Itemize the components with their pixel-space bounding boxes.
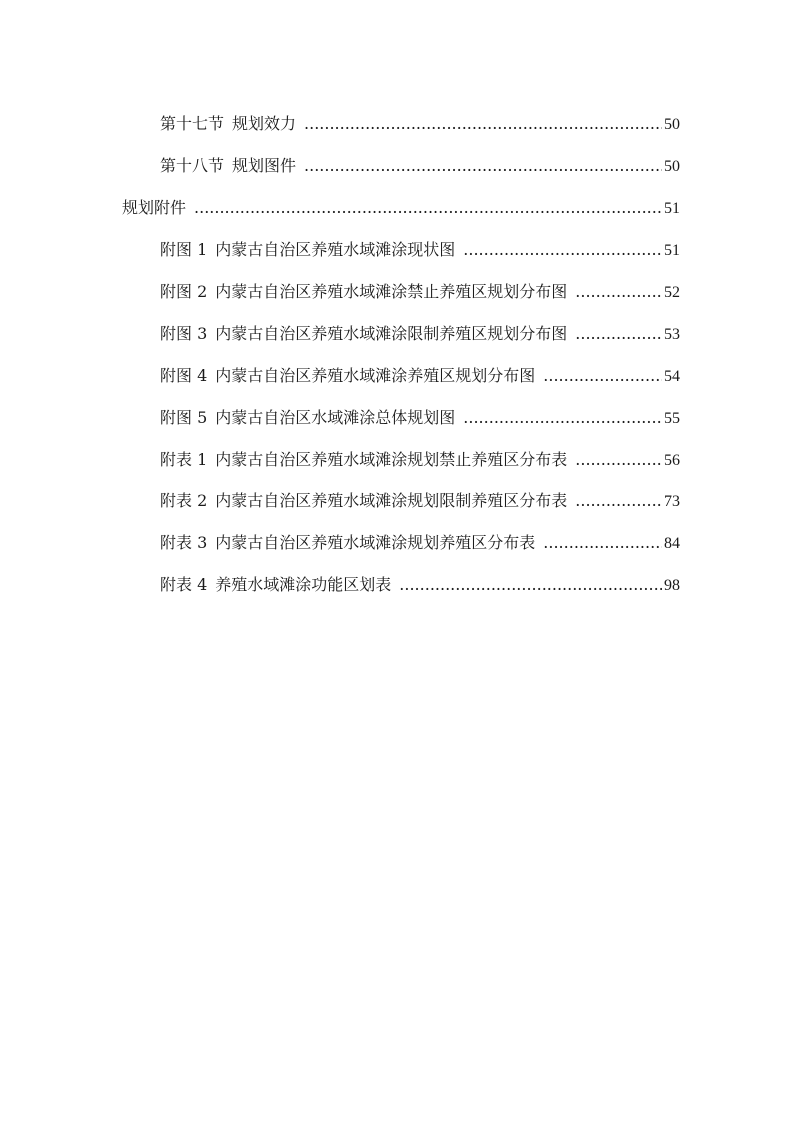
toc-entry-prefix: 附图 2 bbox=[160, 282, 208, 301]
toc-entry-figure-5[interactable] bbox=[0, 397, 800, 439]
toc-entry-table-2[interactable] bbox=[0, 481, 800, 523]
dot-leader bbox=[575, 491, 662, 511]
toc-entry-prefix: 附表 2 bbox=[160, 491, 208, 511]
toc-entry-prefix: 附表 3 bbox=[160, 533, 208, 553]
toc-entry-figure-4[interactable] bbox=[0, 355, 800, 397]
toc-entry-text bbox=[160, 408, 455, 428]
dot-leader bbox=[463, 408, 662, 428]
toc-entry-prefix: 第十八节 bbox=[160, 156, 225, 176]
toc-page-number: 73 bbox=[664, 493, 680, 511]
toc-entry-prefix: 附图 3 bbox=[160, 323, 208, 343]
toc-entry-table-4[interactable] bbox=[0, 565, 800, 607]
toc-entry-text bbox=[122, 198, 186, 218]
toc-entry-text bbox=[160, 156, 296, 176]
dot-leader bbox=[399, 575, 662, 595]
toc-page-number: 84 bbox=[664, 535, 680, 553]
toc-entry-title: 内蒙古自治区养殖水域滩涂规划养殖区分布表 bbox=[215, 533, 536, 553]
toc-entry-title: 内蒙古自治区养殖水域滩涂现状图 bbox=[215, 240, 456, 260]
dot-leader bbox=[575, 450, 662, 470]
dot-leader bbox=[304, 156, 662, 176]
toc-entry-text bbox=[160, 366, 535, 386]
toc-entry-section-18[interactable] bbox=[0, 146, 800, 188]
toc-entry-title: 规划效力 bbox=[232, 114, 297, 134]
dot-leader bbox=[543, 533, 662, 553]
toc-entry-figure-3[interactable] bbox=[0, 313, 800, 355]
toc-entry-title: 内蒙古自治区养殖水域滩涂规划禁止养殖区分布表 bbox=[215, 449, 568, 469]
toc-entry-section-17[interactable] bbox=[0, 104, 800, 146]
dot-leader bbox=[575, 324, 662, 344]
dot-leader bbox=[304, 114, 662, 134]
toc-entry-text bbox=[160, 114, 296, 134]
toc-entry-title: 养殖水域滩涂功能区划表 bbox=[215, 575, 392, 595]
toc-entry-text bbox=[160, 450, 567, 470]
toc-entry-table-3[interactable] bbox=[0, 523, 800, 565]
toc-page-number: 51 bbox=[664, 242, 680, 260]
toc-entry-prefix: 第十七节 bbox=[160, 114, 225, 134]
toc-entry-title: 内蒙古自治区水域滩涂总体规划图 bbox=[215, 407, 456, 427]
toc-page-number: 98 bbox=[664, 577, 680, 595]
toc-page-number: 55 bbox=[664, 409, 680, 427]
toc-page-number: 51 bbox=[664, 200, 680, 218]
toc-entry-text bbox=[160, 575, 391, 595]
toc-entry-prefix: 附图 5 bbox=[160, 407, 208, 427]
toc-entry-figure-2[interactable] bbox=[0, 272, 800, 314]
toc-entry-text bbox=[160, 282, 567, 302]
toc-entry-title: 内蒙古自治区养殖水域滩涂禁止养殖区规划分布图 bbox=[215, 282, 568, 301]
toc-page-number: 56 bbox=[664, 451, 680, 469]
toc-entry-title: 内蒙古自治区养殖水域滩涂规划限制养殖区分布表 bbox=[215, 491, 568, 511]
toc-entry-prefix: 附图 4 bbox=[160, 365, 208, 385]
dot-leader bbox=[194, 198, 662, 218]
toc-page-number: 53 bbox=[664, 325, 680, 343]
toc-entry-prefix: 附图 1 bbox=[160, 240, 208, 260]
toc-entry-text bbox=[160, 491, 567, 511]
toc-entry-attachments[interactable] bbox=[0, 188, 800, 230]
dot-leader bbox=[543, 366, 662, 386]
toc-entry-title: 内蒙古自治区养殖水域滩涂限制养殖区规划分布图 bbox=[215, 323, 568, 343]
toc-entry-text bbox=[160, 324, 567, 344]
toc-page-number: 52 bbox=[664, 284, 680, 301]
table-of-contents bbox=[0, 104, 800, 607]
toc-entry-text bbox=[160, 533, 535, 553]
toc-page-number: 50 bbox=[664, 116, 680, 134]
toc-page-number: 50 bbox=[664, 158, 680, 176]
toc-entry-prefix: 附表 1 bbox=[160, 449, 208, 469]
toc-entry-table-1[interactable] bbox=[0, 439, 800, 481]
toc-page-number: 54 bbox=[664, 367, 680, 385]
toc-entry-title: 内蒙古自治区养殖水域滩涂养殖区规划分布图 bbox=[215, 365, 536, 385]
dot-leader bbox=[463, 240, 662, 260]
toc-entry-prefix: 附表 4 bbox=[160, 575, 208, 595]
dot-leader bbox=[575, 282, 662, 302]
toc-entry-figure-1[interactable] bbox=[0, 230, 800, 272]
toc-entry-text bbox=[160, 240, 455, 260]
toc-entry-title: 规划图件 bbox=[232, 156, 297, 176]
toc-entry-title: 规划附件 bbox=[122, 198, 187, 218]
